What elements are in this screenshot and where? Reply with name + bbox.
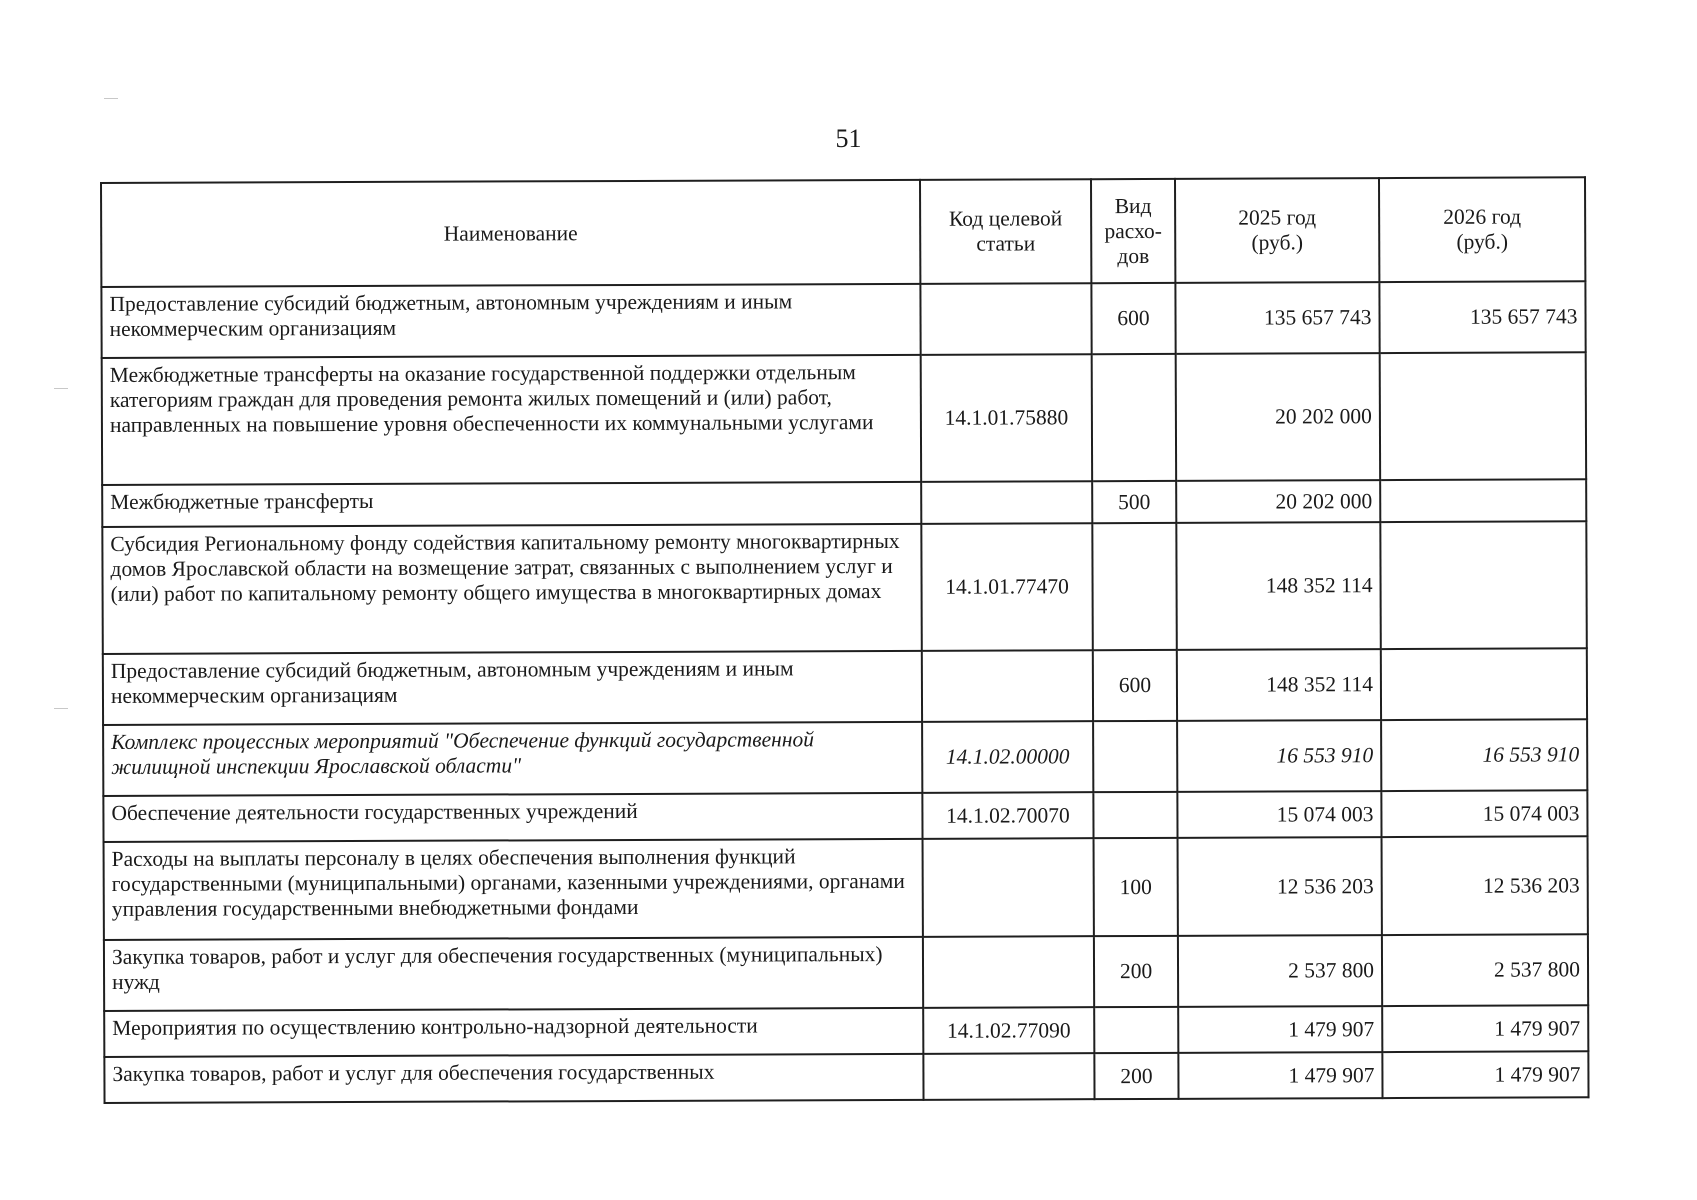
row-expense-type: 100	[1094, 838, 1178, 936]
row-value-2026: 12 536 203	[1382, 836, 1588, 935]
row-value-2026: 135 657 743	[1379, 281, 1585, 353]
row-expense-type: 600	[1093, 650, 1177, 721]
row-expense-type	[1094, 1007, 1178, 1053]
row-code	[920, 283, 1091, 355]
row-code	[923, 1053, 1094, 1100]
table-row	[103, 648, 1587, 725]
table-row	[103, 719, 1587, 796]
table-row	[104, 836, 1588, 940]
row-expense-type	[1093, 792, 1177, 838]
table-row	[103, 790, 1587, 842]
row-name: Межбюджетные трансферты на оказание государственной поддержки отдельным категориям граждан для проведения ремонта жилых помещений и (или) работ, направленных на повышение уровня обеспеченности их коммунальными услугами	[102, 355, 921, 485]
row-expense-type: 200	[1094, 936, 1178, 1007]
row-value-2026	[1381, 648, 1587, 720]
header-expense-type: Вид расхо- дов	[1091, 179, 1175, 283]
row-value-2026: 1 479 907	[1382, 1005, 1588, 1052]
row-expense-type: 500	[1092, 481, 1176, 523]
row-value-2025: 20 202 000	[1176, 480, 1380, 523]
row-value-2026: 1 479 907	[1382, 1051, 1588, 1098]
row-value-2025: 1 479 907	[1178, 1052, 1382, 1099]
row-value-2025: 20 202 000	[1176, 353, 1380, 481]
row-value-2025: 15 074 003	[1177, 791, 1381, 838]
scan-margin-mark	[54, 388, 68, 389]
header-code: Код целевой статьи	[920, 179, 1091, 284]
table-row	[102, 479, 1586, 527]
row-name: Предоставление субсидий бюджетным, автономным учреждениям и иным некоммерческим организациям	[103, 651, 922, 725]
row-value-2026: 2 537 800	[1382, 934, 1588, 1006]
row-expense-type	[1092, 354, 1176, 481]
row-name: Мероприятия по осуществлению контрольно-надзорной деятельности	[104, 1008, 923, 1057]
table-row	[102, 521, 1586, 654]
row-value-2025: 1 479 907	[1178, 1006, 1382, 1053]
row-code: 14.1.02.77090	[923, 1007, 1094, 1054]
table-header-row	[101, 177, 1585, 287]
row-name: Субсидия Региональному фонду содействия капитальному ремонту многоквартирных домов Ярославской области на возмещение затрат, связанных с выполнением услуг и (или) работ по капитальному ремонту общего имущества в многоквартирных домах	[102, 524, 921, 654]
row-name: Закупка товаров, работ и услуг для обеспечения государственных (муниципальных) нужд	[104, 937, 923, 1011]
table-row	[102, 352, 1586, 485]
row-value-2026: 16 553 910	[1381, 719, 1587, 791]
table-row	[101, 281, 1585, 358]
row-value-2025: 148 352 114	[1176, 522, 1380, 650]
table-row	[104, 1005, 1588, 1057]
budget-table	[100, 176, 1590, 1104]
row-code	[922, 650, 1093, 722]
row-name: Межбюджетные трансферты	[102, 482, 921, 527]
header-name: Наименование	[101, 180, 920, 287]
row-value-2025: 12 536 203	[1178, 837, 1382, 936]
row-code: 14.1.01.75880	[921, 354, 1092, 482]
row-value-2026: 15 074 003	[1381, 790, 1587, 837]
row-name: Закупка товаров, работ и услуг для обеспечения государственных	[104, 1054, 923, 1103]
table-row	[104, 1051, 1588, 1103]
row-code	[923, 838, 1094, 937]
row-value-2025: 16 553 910	[1177, 720, 1381, 792]
page-number: 51	[835, 124, 862, 153]
row-code: 14.1.02.00000	[922, 721, 1093, 793]
scan-margin-mark	[104, 98, 118, 99]
row-code	[923, 936, 1094, 1008]
row-code: 14.1.01.77470	[921, 523, 1092, 651]
row-name: Комплекс процессных мероприятий "Обеспечение функций государственной жилищной инспекции Ярославской области"	[103, 722, 922, 796]
header-2026: 2026 год (руб.)	[1379, 177, 1585, 282]
row-value-2026	[1380, 521, 1586, 649]
row-code: 14.1.02.70070	[922, 792, 1093, 839]
row-value-2025: 135 657 743	[1175, 282, 1379, 354]
row-value-2026	[1380, 352, 1586, 480]
row-expense-type	[1093, 721, 1177, 792]
row-name: Обеспечение деятельности государственных учреждений	[103, 793, 922, 842]
row-name: Расходы на выплаты персоналу в целях обеспечения выполнения функций государственными (муниципальными) органами, казенными учреждениями, органами управления государственными внебюджетными фондами	[104, 839, 923, 940]
row-value-2026	[1380, 479, 1586, 522]
row-code	[921, 481, 1092, 524]
row-expense-type	[1092, 523, 1176, 650]
header-2025: 2025 год (руб.)	[1175, 178, 1379, 283]
row-value-2025: 2 537 800	[1178, 935, 1382, 1007]
scan-margin-mark	[54, 708, 68, 709]
row-name: Предоставление субсидий бюджетным, автономным учреждениям и иным некоммерческим организациям	[101, 284, 920, 358]
table-row	[104, 934, 1588, 1011]
row-expense-type: 600	[1091, 283, 1175, 354]
row-expense-type: 200	[1094, 1053, 1178, 1099]
row-value-2025: 148 352 114	[1177, 649, 1381, 721]
